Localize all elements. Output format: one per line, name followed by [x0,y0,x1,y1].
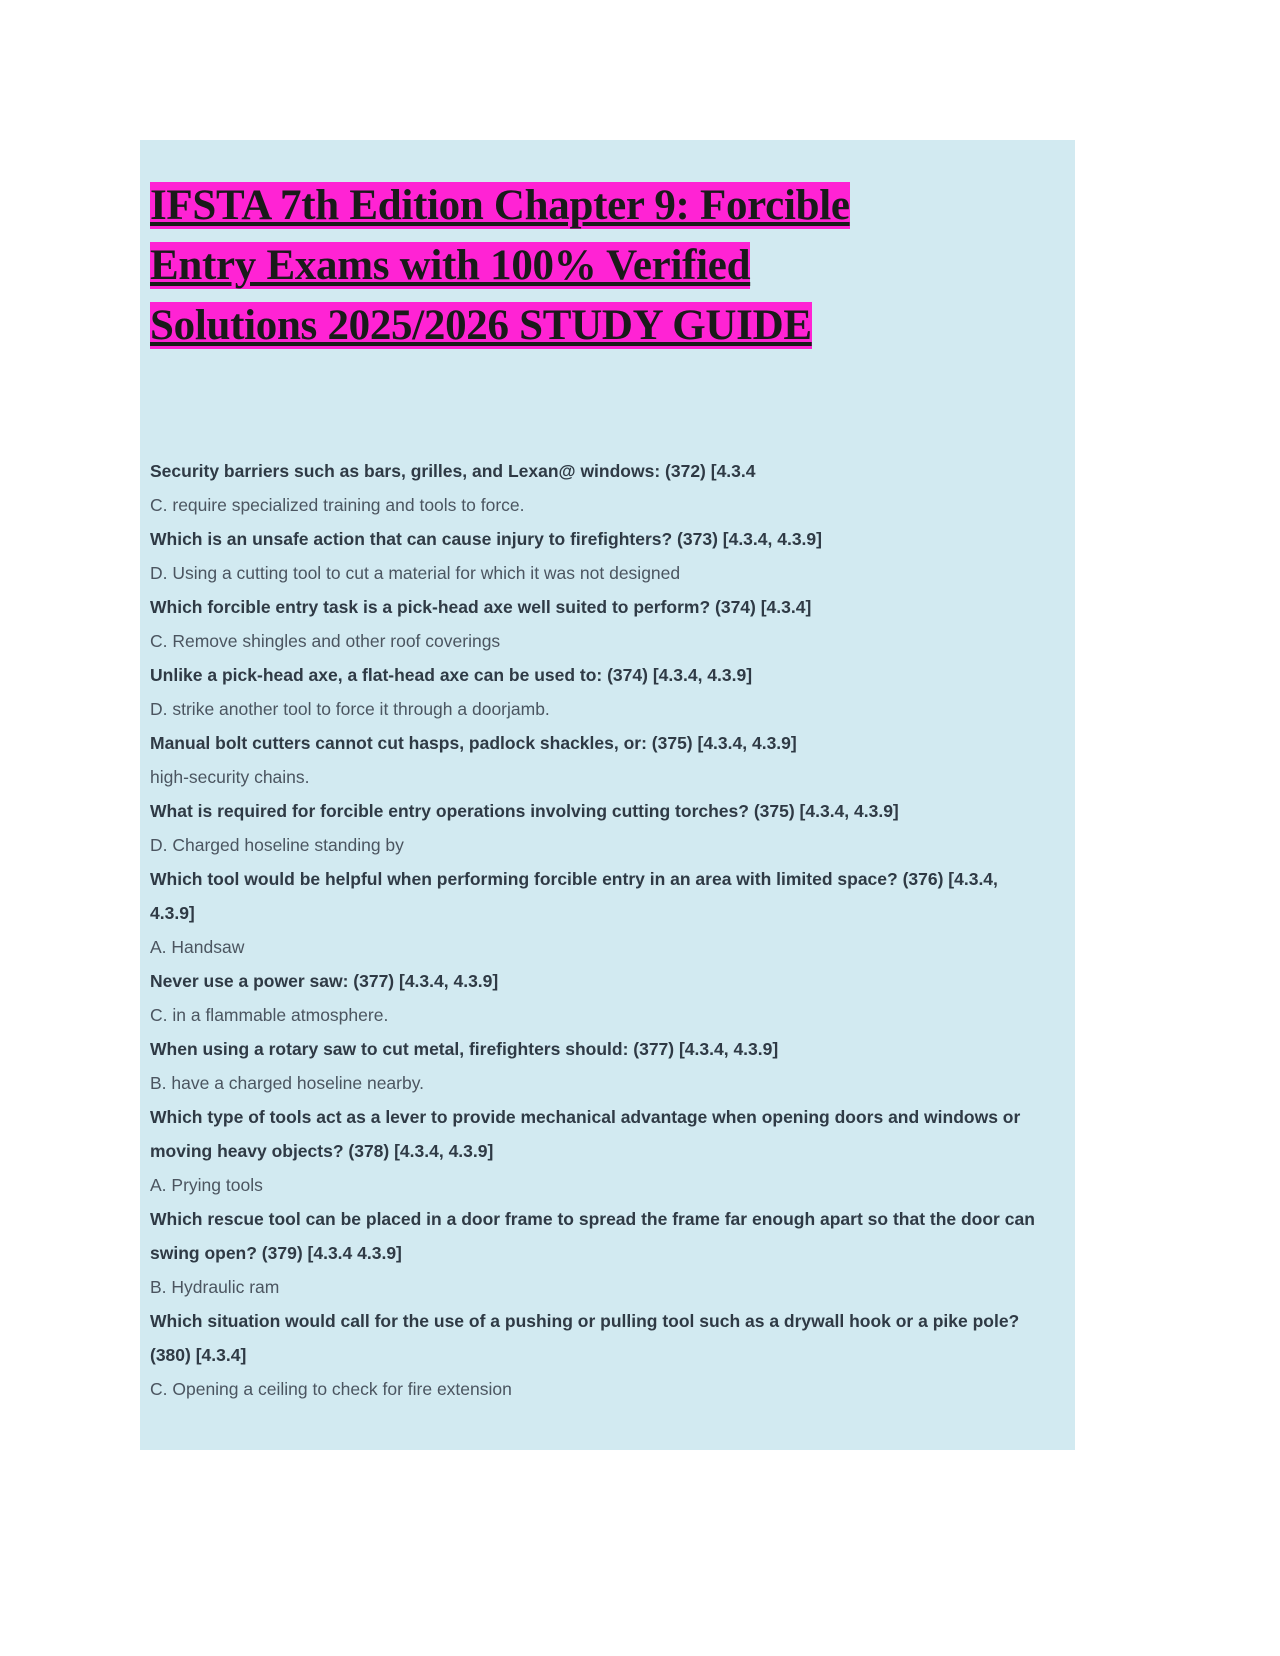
qa-question: Which rescue tool can be placed in a door frame to spread the frame far enough apart so that the door can swing open? (379) [4.3.4 4.3.9] [150,1209,1035,1263]
qa-question: Manual bolt cutters cannot cut hasps, padlock shackles, or: (375) [4.3.4, 4.3.9] [150,733,797,753]
qa-question: Security barriers such as bars, grilles, and Lexan@ windows: (372) [4.3.4 [150,461,756,481]
qa-answer: A. Prying tools [150,1175,263,1195]
page-title-line-3: Solutions 2025/2026 STUDY GUIDE [150,302,812,349]
qa-answer: C. in a flammable atmosphere. [150,1005,389,1025]
qa-answer: A. Handsaw [150,937,245,957]
page-title-line-1: IFSTA 7th Edition Chapter 9: Forcible [150,182,850,229]
qa-question: Never use a power saw: (377) [4.3.4, 4.3.9] [150,971,499,991]
qa-answer: C. Opening a ceiling to check for fire extension [150,1379,512,1399]
qa-question: When using a rotary saw to cut metal, firefighters should: (377) [4.3.4, 4.3.9] [150,1039,779,1059]
qa-question: Which situation would call for the use of a pushing or pulling tool such as a drywall hook or a pike pole? (380) [4.3.4] [150,1311,1020,1365]
page-title [140,176,1075,356]
page-title-line-2: Entry Exams with 100% Verified [150,242,751,289]
qa-list [140,454,1075,1406]
qa-question: Which tool would be helpful when performing forcible entry in an area with limited space? (376) [4.3.4, 4.3.9] [150,869,998,923]
qa-answer: D. Using a cutting tool to cut a material for which it was not designed [150,563,681,583]
qa-question: Which type of tools act as a lever to provide mechanical advantage when opening doors and windows or moving heavy objects? (378) [4.3.4, 4.3.9] [150,1107,1021,1161]
qa-question: Which forcible entry task is a pick-head axe well suited to perform? (374) [4.3.4] [150,597,812,617]
qa-question: Which is an unsafe action that can cause injury to firefighters? (373) [4.3.4, 4.3.9] [150,529,822,549]
qa-answer: C. require specialized training and tools to force. [150,495,525,515]
qa-answer: B. have a charged hoseline nearby. [150,1073,425,1093]
qa-answer: C. Remove shingles and other roof coverings [150,631,501,651]
qa-answer: B. Hydraulic ram [150,1277,280,1297]
qa-answer: D. strike another tool to force it through a doorjamb. [150,699,550,719]
qa-answer: high-security chains. [150,767,310,787]
title-content-spacer [140,356,1075,454]
qa-question: What is required for forcible entry operations involving cutting torches? (375) [4.3.4, 4.3.9] [150,801,899,821]
qa-question: Unlike a pick-head axe, a flat-head axe can be used to: (374) [4.3.4, 4.3.9] [150,665,753,685]
qa-answer: D. Charged hoseline standing by [150,835,404,855]
document-body-panel [140,140,1075,1450]
